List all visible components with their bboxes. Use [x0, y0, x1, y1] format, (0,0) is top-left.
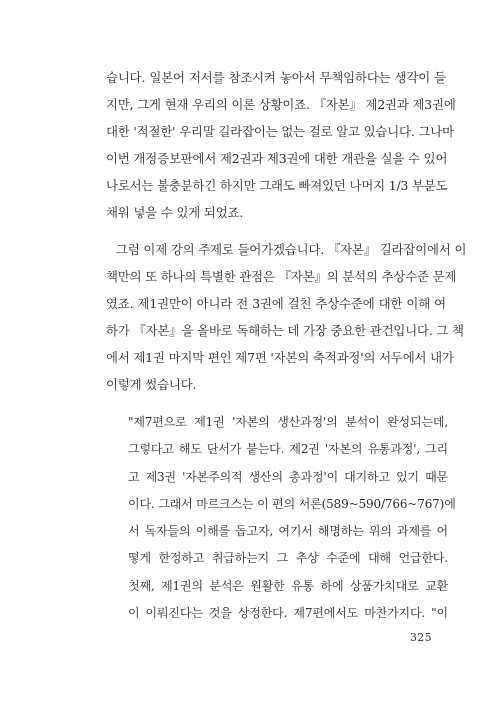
paragraph-1 [106, 64, 456, 226]
quote-line: 이다. 그래서 마르크스는 이 편의 서론(589~590/766~767)에 [128, 496, 456, 511]
quote-line: 그렇다고 해도 단서가 붙는다. 제2권 '자본의 유통과정', 그리 [128, 442, 448, 457]
text-line: 나로서는 불충분하긴 하지만 그래도 빠져있던 나머지 1/3 부분도 [106, 178, 448, 193]
text-line: 에서 제1권 마지막 편인 제7편 '자본의 축적과정'의 서두에서 내가 [106, 350, 454, 365]
text-line: 습니다. 일본어 저서를 참조시켜 놓아서 무책임하다는 생각이 들 [106, 70, 446, 85]
quote-line: 서 독자들의 이해를 돕고자, 여기서 해명하는 위의 과제를 어 [128, 524, 448, 539]
quote-line: 떻게 한정하고 취급하는지 그 추상 수준에 대해 언급한다. [128, 551, 448, 566]
quote-line: 첫째, 제1권의 분석은 원활한 유통 하에 상품가치대로 교환 [128, 578, 448, 593]
quote-line: 이 이뤄진다는 것을 상정한다. 제7편에서도 마찬가지다. "이 [128, 606, 448, 621]
text-line: 이번 개정증보판에서 제2권과 제3권에 대한 개관을 실을 수 있어 [106, 151, 448, 166]
text-line: 이렇게 썼습니다. [106, 377, 197, 392]
quote-line: "제7편으로 제1권 '자본의 생산과정'의 분석이 완성되는데, [128, 415, 448, 429]
text-line: 그럼 이제 강의 주제로 들어가겠습니다. 『자본』 길라잡이에서 이 [116, 242, 467, 257]
text-line: 하가 『자본』을 올바로 독해하는 데 가장 중요한 관건입니다. 그 책 [106, 323, 464, 338]
paragraph-2 [106, 236, 467, 398]
text-line: 였죠. 제1권만이 아니라 전 3권에 걸친 추상수준에 대한 이해 여 [106, 296, 446, 311]
text-line: 책만의 또 하나의 특별한 관점은 『자본』의 분석의 추상수준 문제 [106, 269, 457, 284]
block-quote [128, 409, 456, 627]
quote-line: 고 제3권 '자본주의적 생산의 총과정'이 대기하고 있기 때문 [128, 469, 448, 484]
text-line: 지만, 그게 현재 우리의 이론 상황이죠. 『자본』 제2권과 제3권에 [106, 97, 456, 112]
text-line: 대한 '적절한' 우리말 길라잡이는 없는 걸로 알고 있습니다. 그나마 [106, 124, 454, 139]
page-number: 325 [410, 631, 432, 644]
text-line: 채워 넣을 수 있게 되었죠. [106, 205, 244, 220]
